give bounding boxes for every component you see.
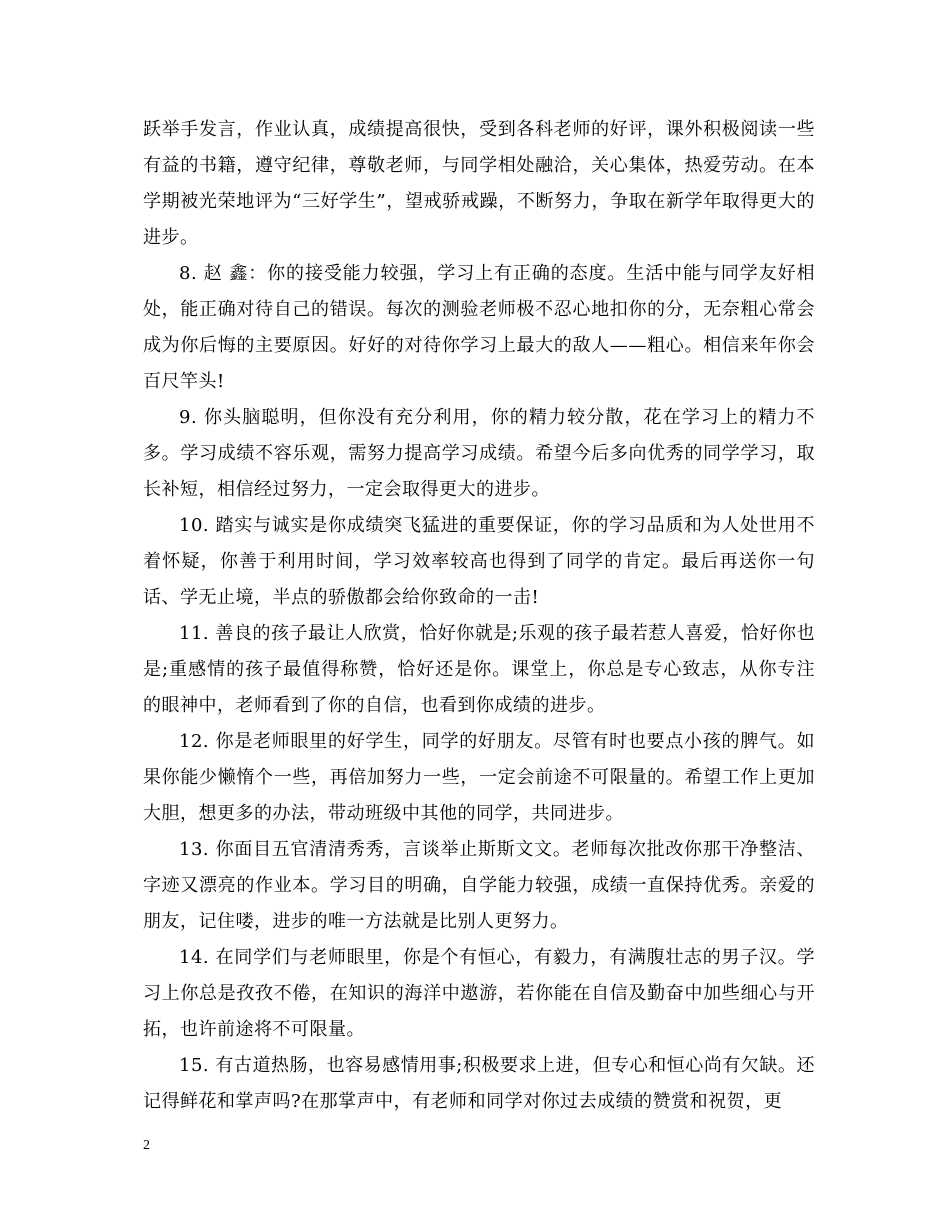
paragraph-continuation: 跃举手发言，作业认真，成绩提高很快，受到各科老师的好评，课外积极阅读一些有益的书籍，遵守纪律，尊敬老师，与同学相处融洽，关心集体，热爱劳动。在本学期被光荣地评为“三好学生”，望戒骄戒躁，不断努力，争取在新学年取得更大的进步。 bbox=[143, 119, 815, 248]
paragraph-comment-10: 10. 踏实与诚实是你成绩突飞猛进的重要保证，你的学习品质和为人处世用不着怀疑，你善于利用时间，学习效率较高也得到了同学的肯定。最后再送你一句话、学无止境，半点的骄傲都会给你致命的一击! bbox=[143, 515, 815, 608]
paragraph-comment-13: 13. 你面目五官清清秀秀，言谈举止斯斯文文。老师每次批改你那干净整洁、字迹又漂亮的作业本。学习目的明确，自学能力较强，成绩一直保持优秀。亲爱的朋友，记住喽，进步的唯一方法就是比别人更努力。 bbox=[143, 839, 815, 932]
paragraph-comment-8: 8. 赵 鑫：你的接受能力较强，学习上有正确的态度。生活中能与同学友好相处，能正确对待自己的错误。每次的测验老师极不忍心地扣你的分，无奈粗心常会成为你后悔的主要原因。好好的对待你学习上最大的敌人——粗心。相信来年你会百尺竿头! bbox=[143, 263, 815, 392]
paragraph-comment-9: 9. 你头脑聪明，但你没有充分利用，你的精力较分散，花在学习上的精力不多。学习成绩不容乐观，需努力提高学习成绩。希望今后多向优秀的同学学习，取长补短，相信经过努力，一定会取得更大的进步。 bbox=[143, 407, 815, 500]
document-body bbox=[143, 112, 815, 1120]
paragraph-comment-15: 15. 有古道热肠，也容易感情用事;积极要求上进，但专心和恒心尚有欠缺。还记得鲜花和掌声吗?在那掌声中，有老师和同学对你过去成绩的赞赏和祝贺，更 bbox=[143, 1055, 815, 1112]
paragraph-comment-12: 12. 你是老师眼里的好学生，同学的好朋友。尽管有时也要点小孩的脾气。如果你能少懒惰个一些，再倍加努力一些，一定会前途不可限量的。希望工作上更加大胆，想更多的办法，带动班级中其他的同学，共同进步。 bbox=[143, 731, 815, 824]
paragraph-comment-14: 14. 在同学们与老师眼里，你是个有恒心，有毅力，有满腹壮志的男子汉。学习上你总是孜孜不倦，在知识的海洋中遨游，若你能在自信及勤奋中加些细心与开拓，也许前途将不可限量。 bbox=[143, 947, 815, 1040]
page-number: 2 bbox=[143, 1138, 150, 1153]
paragraph-comment-11: 11. 善良的孩子最让人欣赏，恰好你就是;乐观的孩子最若惹人喜爱，恰好你也是;重感情的孩子最值得称赞，恰好还是你。课堂上，你总是专心致志，从你专注的眼神中，老师看到了你的自信，也看到你成绩的进步。 bbox=[143, 623, 815, 716]
